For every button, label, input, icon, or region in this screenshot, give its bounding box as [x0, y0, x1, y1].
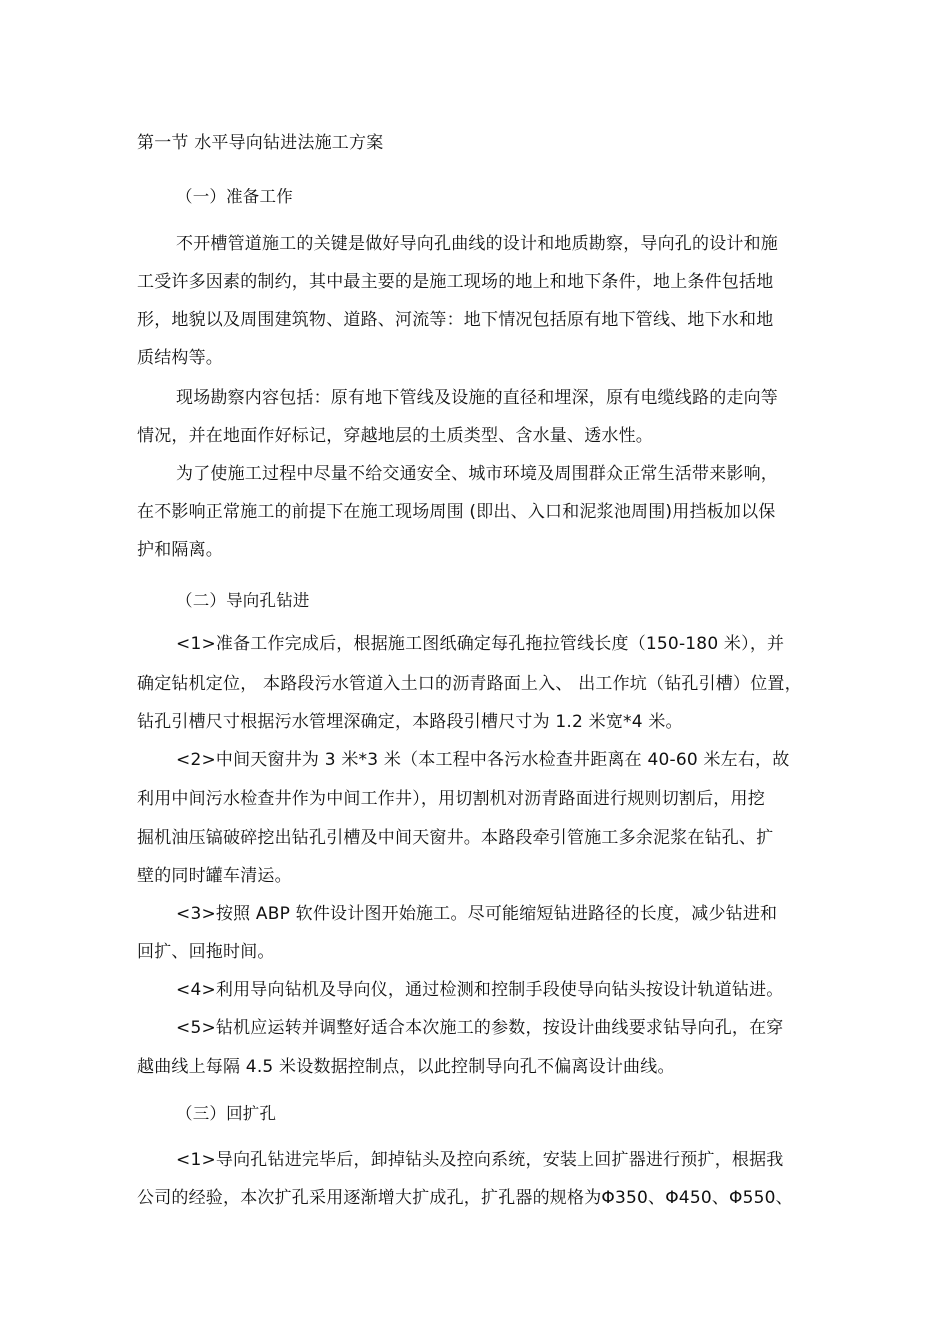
paragraph-line: <4>利用导向钻机及导向仪，通过检测和控制手段使导向钻头按设计轨道钻进。: [176, 980, 784, 1000]
paragraph-line: 质结构等。: [137, 348, 223, 368]
paragraph-line: 情况，并在地面作好标记，穿越地层的土质类型、含水量、透水性。: [137, 426, 653, 446]
paragraph-line: <2>中间天窗井为 3 米*3 米（本工程中各污水检查井距离在 40-60 米左右，故: [176, 750, 790, 770]
paragraph-line: 壁的同时罐车清运。: [137, 866, 292, 886]
paragraph-line: <1>导向孔钻进完毕后，卸掉钻头及控向系统，安装上回扩器进行预扩，根据我: [176, 1150, 784, 1170]
paragraph-line: 越曲线上每隔 4.5 米设数据控制点，以此控制导向孔不偏离设计曲线。: [137, 1057, 675, 1077]
paragraph-line: 形，地貌以及周围建筑物、道路、河流等：地下情况包括原有地下管线、地下水和地: [137, 310, 774, 330]
paragraph-line: <3>按照 ABP 软件设计图开始施工。尽可能缩短钻进路径的长度，减少钻进和: [176, 904, 778, 924]
paragraph-line: 钻孔引槽尺寸根据污水管埋深确定，本路段引槽尺寸为 1.2 米宽*4 米。: [137, 712, 683, 732]
subsection-heading-3: （三）回扩孔: [176, 1104, 277, 1123]
paragraph-line: 掘机油压镐破碎挖出钻孔引槽及中间天窗井。本路段牵引管施工多余泥浆在钻孔、扩: [137, 828, 774, 848]
paragraph-line: 现场勘察内容包括：原有地下管线及设施的直径和埋深，原有电缆线路的走向等: [176, 388, 778, 408]
paragraph-line: <5>钻机应运转并调整好适合本次施工的参数，按设计曲线要求钻导向孔，在穿: [176, 1018, 784, 1038]
subsection-heading-2: （二）导向孔钻进: [176, 591, 310, 610]
paragraph-line: 为了使施工过程中尽量不给交通安全、城市环境及周围群众正常生活带来影响，: [176, 464, 778, 484]
paragraph-line: 护和隔离。: [137, 540, 223, 560]
paragraph-line: 利用中间污水检查井作为中间工作井），用切割机对沥青路面进行规则切割后，用挖: [137, 789, 765, 809]
paragraph-line: <1>准备工作完成后，根据施工图纸确定每孔拖拉管线长度（150-180 米），并: [176, 634, 785, 654]
subsection-heading-1: （一）准备工作: [176, 187, 293, 206]
section-title: 第一节 水平导向钻进法施工方案: [137, 133, 384, 153]
paragraph-line: 确定钻机定位， 本路段污水管道入土口的沥青路面上入、 出工作坑（钻孔引槽）位置，: [137, 674, 802, 694]
paragraph-line: 不开槽管道施工的关键是做好导向孔曲线的设计和地质勘察，导向孔的设计和施: [176, 234, 778, 254]
paragraph-line: 公司的经验，本次扩孔采用逐渐增大扩成孔，扩孔器的规格为Φ350、Φ450、Φ550、: [137, 1188, 793, 1208]
paragraph-line: 在不影响正常施工的前提下在施工现场周围 (即出、入口和泥浆池周围)用挡板加以保: [137, 502, 776, 522]
paragraph-line: 回扩、回拖时间。: [137, 942, 275, 962]
paragraph-line: 工受许多因素的制约，其中最主要的是施工现场的地上和地下条件，地上条件包括地: [137, 272, 774, 292]
